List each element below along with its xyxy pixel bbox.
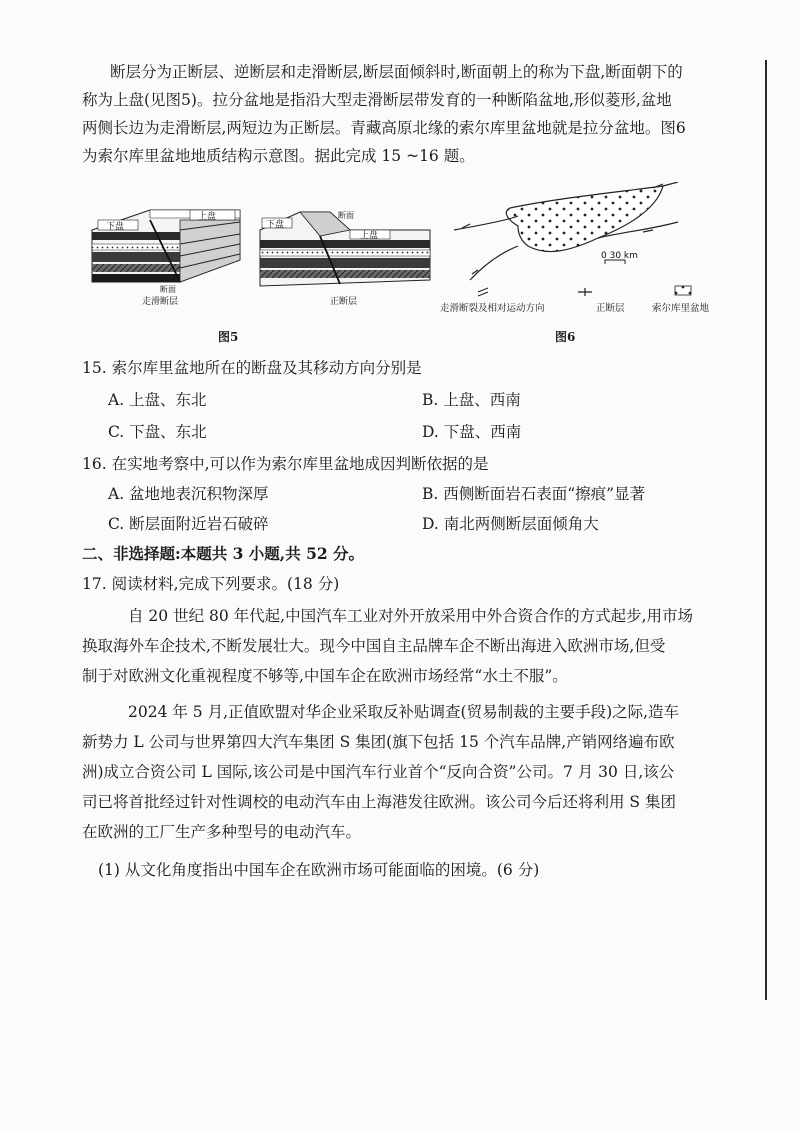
q17-para2-line1: 2024 年 5 月,正值欧盟对华企业采取反补贴调查(贸易制裁的主要手段)之际,造车: [128, 703, 680, 721]
intro-line-1: 断层分为正断层、逆断层和走滑断层,断层面倾斜时,断面朝上的称为下盘,断面朝下的: [110, 63, 683, 81]
intro-line-4: 为索尔库里盆地地质结构示意图。据此完成 15 ~16 题。: [82, 147, 475, 165]
figure-6-map: [448, 182, 723, 317]
q16-stem: 16. 在实地考察中,可以作为索尔库里盆地成因判断依据的是: [82, 455, 489, 473]
q15-option-a[interactable]: A. 上盘、东北: [108, 391, 207, 409]
q15-option-c[interactable]: C. 下盘、东北: [108, 423, 207, 441]
q17-para1-line2: 换取海外车企技术,不断发展壮大。现今中国自主品牌车企不断出海进入欧洲市场,但受: [82, 637, 666, 655]
q15-option-b[interactable]: B. 上盘、西南: [422, 391, 521, 409]
intro-line-2: 称为上盘(见图5)。拉分盆地是指沿大型走滑断层带发育的一种断陷盆地,形似菱形,盆地: [82, 91, 672, 109]
strike-slip-block: [92, 210, 240, 307]
left-fault-label: 断面: [160, 285, 176, 294]
right-lower-label: 下盘: [266, 220, 285, 230]
q17-para2-line5: 在欧洲的工厂生产多种型号的电动汽车。: [82, 823, 362, 841]
q16-option-b[interactable]: B. 西侧断面岩石表面“擦痕”显著: [422, 485, 646, 503]
q16-option-d[interactable]: D. 南北两侧断层面倾角大: [422, 515, 599, 533]
right-upper-label: 上盘: [360, 231, 379, 241]
left-lower-label: 下盘: [106, 222, 125, 232]
section-2-heading: 二、非选择题:本题共 3 小题,共 52 分。: [82, 544, 365, 563]
figure-5-caption: 图5: [218, 330, 239, 344]
scale-bar: [601, 251, 638, 264]
q16-option-c[interactable]: C. 断层面附近岩石破碎: [108, 515, 269, 533]
figure-5: [90, 200, 440, 315]
left-block-name: 走滑断层: [142, 297, 179, 307]
right-fault-label: 断面: [338, 211, 354, 220]
legend-basin: 索尔库里盆地: [652, 303, 710, 314]
left-upper-label: 上盘: [198, 212, 217, 222]
intro-line-3: 两侧长边为走滑断层,两短边为正断层。青藏高原北缘的索尔库里盆地就是拉分盆地。图6: [82, 119, 686, 137]
q17-para2-line4: 司已将首批经过针对性调校的电动汽车由上海港发往欧洲。该公司今后还将利用 S 集团: [82, 793, 676, 811]
q17-para1-line3: 制于对欧洲文化重视程度不够等,中国车企在欧洲市场经常“水土不服”。: [82, 667, 568, 685]
q17-stem: 17. 阅读材料,完成下列要求。(18 分): [82, 575, 340, 593]
right-block-name: 正断层: [330, 297, 358, 307]
q17-sub-question-1: (1) 从文化角度指出中国车企在欧洲市场可能面临的困境。(6 分): [98, 861, 540, 879]
q17-para1-line1: 自 20 世纪 80 年代起,中国汽车工业对外开放采用中外合资合作的方式起步,用市场: [128, 607, 694, 625]
normal-fault-block: [260, 210, 430, 307]
figure-6-caption: 图6: [555, 330, 576, 344]
q15-stem: 15. 索尔库里盆地所在的断盘及其移动方向分别是: [82, 359, 422, 377]
margin-rule: [765, 60, 767, 1000]
legend-symbols: [478, 286, 691, 296]
q15-option-d[interactable]: D. 下盘、西南: [422, 423, 522, 441]
basin-outline: [506, 186, 663, 252]
scale-label: 0 30 km: [601, 251, 638, 261]
q17-para2-line3: 洲)成立合资公司 L 国际,该公司是中国汽车行业首个“反向合资”公司。7 月 30 日,该公: [82, 763, 675, 781]
legend-strike-slip: 走滑断裂及相对运动方向: [440, 303, 545, 314]
legend-normal-fault: 正断层: [596, 303, 625, 314]
q17-para2-line2: 新势力 L 公司与世界第四大汽车集团 S 集团(旗下包括 15 个汽车品牌,产销网络遍布欧: [82, 733, 675, 751]
q16-option-a[interactable]: A. 盆地地表沉积物深厚: [108, 485, 269, 503]
